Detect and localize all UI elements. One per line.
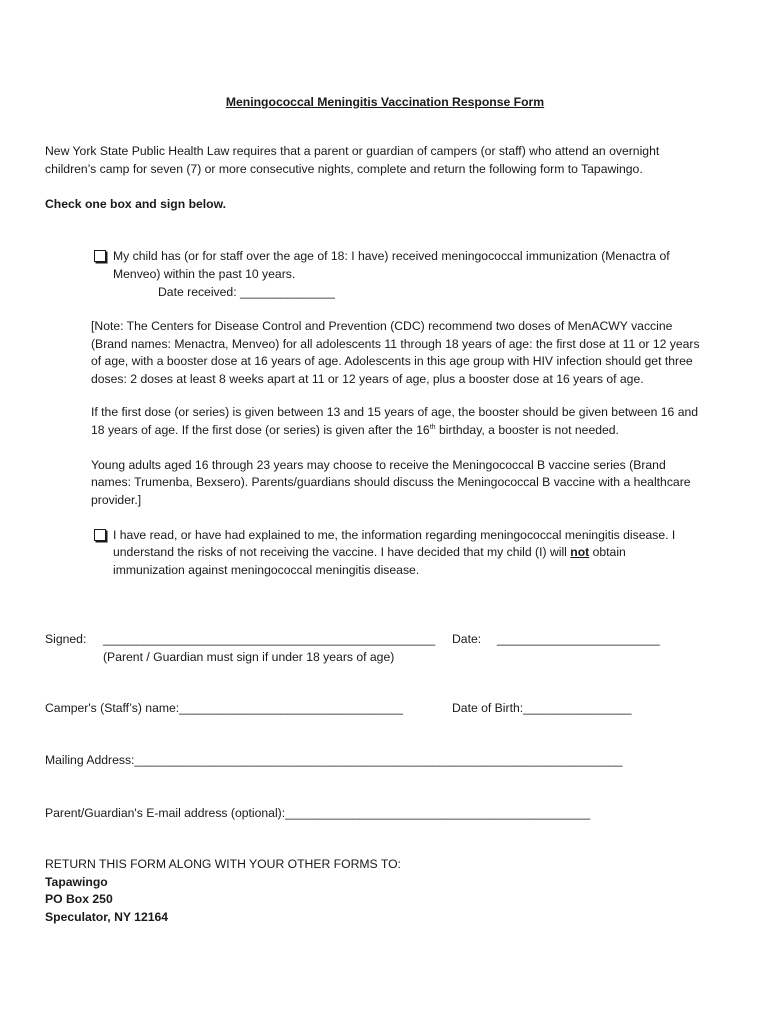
email-field[interactable]: Parent/Guardian's E-mail address (optional):_____________________________________________ [45, 806, 591, 820]
return-po-box: PO Box 250 [45, 892, 113, 906]
return-city: Speculator, NY 12164 [45, 910, 169, 924]
note-p1-line-3: of age, with a booster dose at 16 years of age. Adolescents in this age group with HIV infection should get three [91, 354, 693, 368]
instruction: Check one box and sign below. [45, 197, 227, 211]
date-of-birth-field[interactable]: Date of Birth:________________ [452, 701, 632, 715]
option1-line-2: Menveo) within the past 10 years. [113, 267, 296, 281]
date-field[interactable]: ________________________ [497, 632, 660, 646]
option1-line-1: My child has (or for staff over the age of 18: I have) received meningococcal immunization (Menactra of [113, 249, 670, 263]
note-p2-line-1: If the first dose (or series) is given between 13 and 15 years of age, the booster should be given between 16 and [91, 405, 699, 419]
note-p3-line-3: provider.] [91, 493, 142, 507]
option2-line-3: immunization against meningococcal meningitis disease. [113, 563, 420, 577]
note-p1-line-1: [Note: The Centers for Disease Control and Prevention (CDC) recommend two doses of MenACWY vaccine [91, 319, 673, 333]
note-p3-line-2: names: Trumenba, Bexsero). Parents/guardians should discuss the Meningococcal B vaccine with a healthcare [91, 475, 691, 489]
return-name: Tapawingo [45, 875, 108, 889]
intro-line-1: New York State Public Health Law requires that a parent or guardian of campers (or staff) who attend an overnight [45, 144, 660, 158]
checkbox-decline-immunization[interactable] [94, 529, 106, 541]
page-title: Meningococcal Meningitis Vaccination Response Form [225, 95, 545, 109]
option2-line-2: understand the risks of not receiving the vaccine. I have decided that my child (I) will not obtain [113, 545, 626, 559]
date-label: Date: [452, 632, 482, 646]
option2-line-1: I have read, or have had explained to me, the information regarding meningococcal meningitis disease. I [113, 528, 676, 542]
note-p3-line-1: Young adults aged 16 through 23 years may choose to receive the Meningococcal B vaccine series (Brand [91, 458, 666, 472]
signed-label: Signed: [45, 632, 87, 646]
return-heading: RETURN THIS FORM ALONG WITH YOUR OTHER FORMS TO: [45, 857, 401, 871]
note-p1-line-4: doses: 2 doses at least 8 weeks apart at 11 or 12 years of age, plus a booster dose at 16 years of age. [91, 372, 644, 386]
note-p2-line-2: 18 years of age. If the first dose (or series) is given after the 16th birthday, a booster is not needed. [91, 423, 619, 437]
signature-field[interactable]: _________________________________________________ [103, 632, 436, 646]
mailing-address-field[interactable]: Mailing Address:________________________________________________________________________ [45, 753, 623, 767]
camper-name-field[interactable]: Camper's (Staff’s) name:_________________________________ [45, 701, 403, 715]
checkbox-received-immunization[interactable] [94, 250, 106, 262]
date-received-field[interactable]: Date received: ______________ [158, 285, 335, 299]
signature-note: (Parent / Guardian must sign if under 18 years of age) [103, 650, 395, 664]
intro-line-2: children’s camp for seven (7) or more consecutive nights, complete and return the following form to Tapawingo. [45, 162, 643, 176]
note-p1-line-2: (Brand names: Menactra, Menveo) for all adolescents 11 through 18 years of age: the first dose at 11 or 12 years [91, 337, 700, 351]
